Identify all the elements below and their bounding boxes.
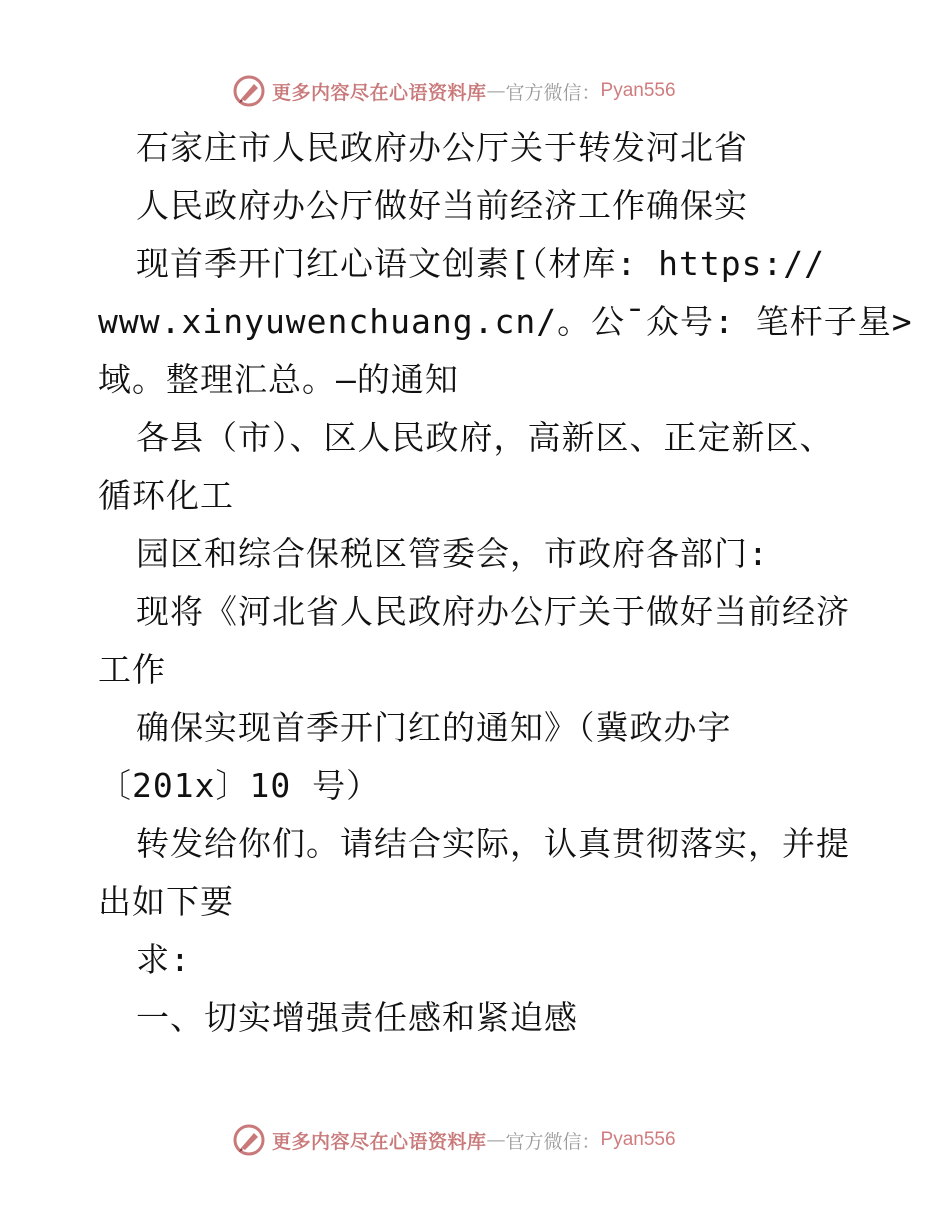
- addressee-line-2: 循环化工: [98, 476, 234, 515]
- watermark-main-text: 更多内容尽在心语资料库: [272, 1130, 487, 1153]
- document-title-line-4: www.xinyuwenchuang.cn/。公¯众号: 笔杆子星>: [98, 302, 913, 341]
- document-title-line-1: 石家庄市人民政府办公厅关于转发河北省: [136, 128, 748, 167]
- document-title-line-5: 域。整理汇总。—的通知: [98, 360, 459, 399]
- addressee-line-3: 园区和综合保税区管委会，市政府各部门:: [136, 534, 769, 573]
- header-watermark: [232, 74, 676, 108]
- pen-logo-icon: [232, 74, 266, 108]
- body-line-2: 工作: [98, 650, 166, 689]
- body-line-5: 转发给你们。请结合实际，认真贯彻落实，并提: [136, 824, 850, 863]
- body-line-1: 现将《河北省人民政府办公厅关于做好当前经济: [136, 592, 850, 631]
- body-line-7: 求:: [136, 940, 191, 979]
- watermark-wechat-id: Pyan556: [600, 80, 676, 101]
- footer-watermark: [232, 1123, 676, 1157]
- addressee-line-1: 各县（市）、区人民政府，高新区、正定新区、: [136, 418, 834, 457]
- watermark-separator: —: [486, 80, 506, 102]
- watermark-main-text: 更多内容尽在心语资料库: [272, 81, 487, 104]
- watermark-wechat-id: Pyan556: [600, 1129, 676, 1150]
- body-line-6: 出如下要: [98, 882, 234, 921]
- body-line-3: 确保实现首季开门红的通知》（冀政办字: [136, 708, 732, 747]
- document-title-line-2: 人民政府办公厅做好当前经济工作确保实: [136, 186, 748, 225]
- watermark-suffix-text: 官方微信：: [505, 1130, 601, 1153]
- watermark-suffix-text: 官方微信：: [505, 81, 601, 104]
- watermark-separator: —: [486, 1129, 506, 1151]
- document-title-line-3: 现首季开门红心语文创素[（材库: https://: [136, 244, 826, 283]
- pen-logo-icon: [232, 1123, 266, 1157]
- body-line-4: 〔201x〕10 号）: [98, 766, 381, 805]
- section-heading-1: 一、切实增强责任感和紧迫感: [136, 998, 578, 1037]
